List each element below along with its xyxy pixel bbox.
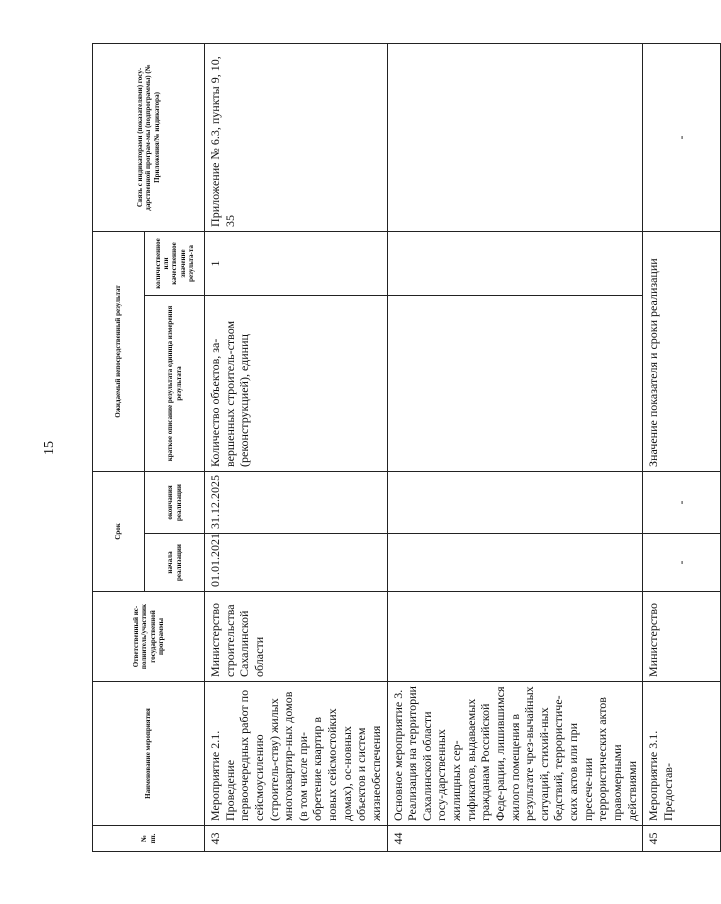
row-result-desc: Количество объектов, за-вершенных строитель-ством (реконструкцией), единиц: [205, 295, 388, 471]
row-responsible: Министерство: [643, 592, 721, 682]
header-end: окончания реализации: [145, 471, 205, 533]
row-num: 43: [205, 826, 388, 852]
row-start: -: [643, 534, 721, 592]
row-result-value: [387, 231, 643, 295]
row-num: 45: [643, 826, 721, 852]
row-name: Основное мероприятие 3. Реализация на территории Сахалинской области госу-дарственных жилищных сер-тификатов, выдаваемых гражданам Российской Феде-рации, лишившимся жилого помещения в результате чрез-вычайных ситуаций, стихий-ных бедствий, террористиче-ских актов или при пресече-нии террористических актов правомерными действиями: [387, 682, 643, 826]
row-link: -: [643, 43, 721, 231]
row-name: Мероприятие 3.1. Предостав-: [643, 682, 721, 826]
row-num: 44: [387, 826, 643, 852]
rotated-table-sheet: [92, 44, 689, 852]
table-row: [205, 43, 388, 851]
row-result-desc: [387, 295, 643, 471]
header-start: начала реализации: [145, 534, 205, 592]
measures-table: [92, 43, 721, 852]
row-responsible: Министерство строительства Сахалинской области: [205, 592, 388, 682]
row-end: [387, 471, 643, 533]
header-num: № пп.: [93, 826, 205, 852]
row-end: -: [643, 471, 721, 533]
header-responsible: Ответственный ис-полнитель/участник государственной программы: [93, 592, 205, 682]
row-result-merged: Значение показателя и сроки реализации: [643, 231, 721, 471]
row-responsible: [387, 592, 643, 682]
header-name: Наименование мероприятия: [93, 682, 205, 826]
row-start: 01.01.2021: [205, 534, 388, 592]
row-result-value: 1: [205, 231, 388, 295]
row-link: Приложение № 6.3, пункты 9, 10, 35: [205, 43, 388, 231]
row-start: [387, 534, 643, 592]
table-row: [387, 43, 643, 851]
header-period: Срок: [93, 471, 145, 591]
header-result: Ожидаемый непосредственный результат: [93, 231, 145, 471]
row-end: 31.12.2025: [205, 471, 388, 533]
row-name: Мероприятие 2.1. Проведение первоочередных работ по сейсмоусилению (строитель-ству) жилых многоквартир-ных домов (в том числе при-обретение квартир в новых сейсмостойких домах), ос-новных объектов и систем жизнеобеспечения: [205, 682, 388, 826]
header-link: Связь с индикаторами (показателями) госу-дарственной програм-мы (подпрограммы) (№ Приложения/№ индикатора): [93, 43, 205, 231]
row-link: [387, 43, 643, 231]
header-result-value: количественное или качественное значение результа-та: [145, 231, 205, 295]
page-number: 15: [42, 441, 57, 455]
header-row-1: [93, 43, 145, 851]
header-result-desc: краткое описание результата единица измерения результата: [145, 295, 205, 471]
table-row: [643, 43, 721, 851]
